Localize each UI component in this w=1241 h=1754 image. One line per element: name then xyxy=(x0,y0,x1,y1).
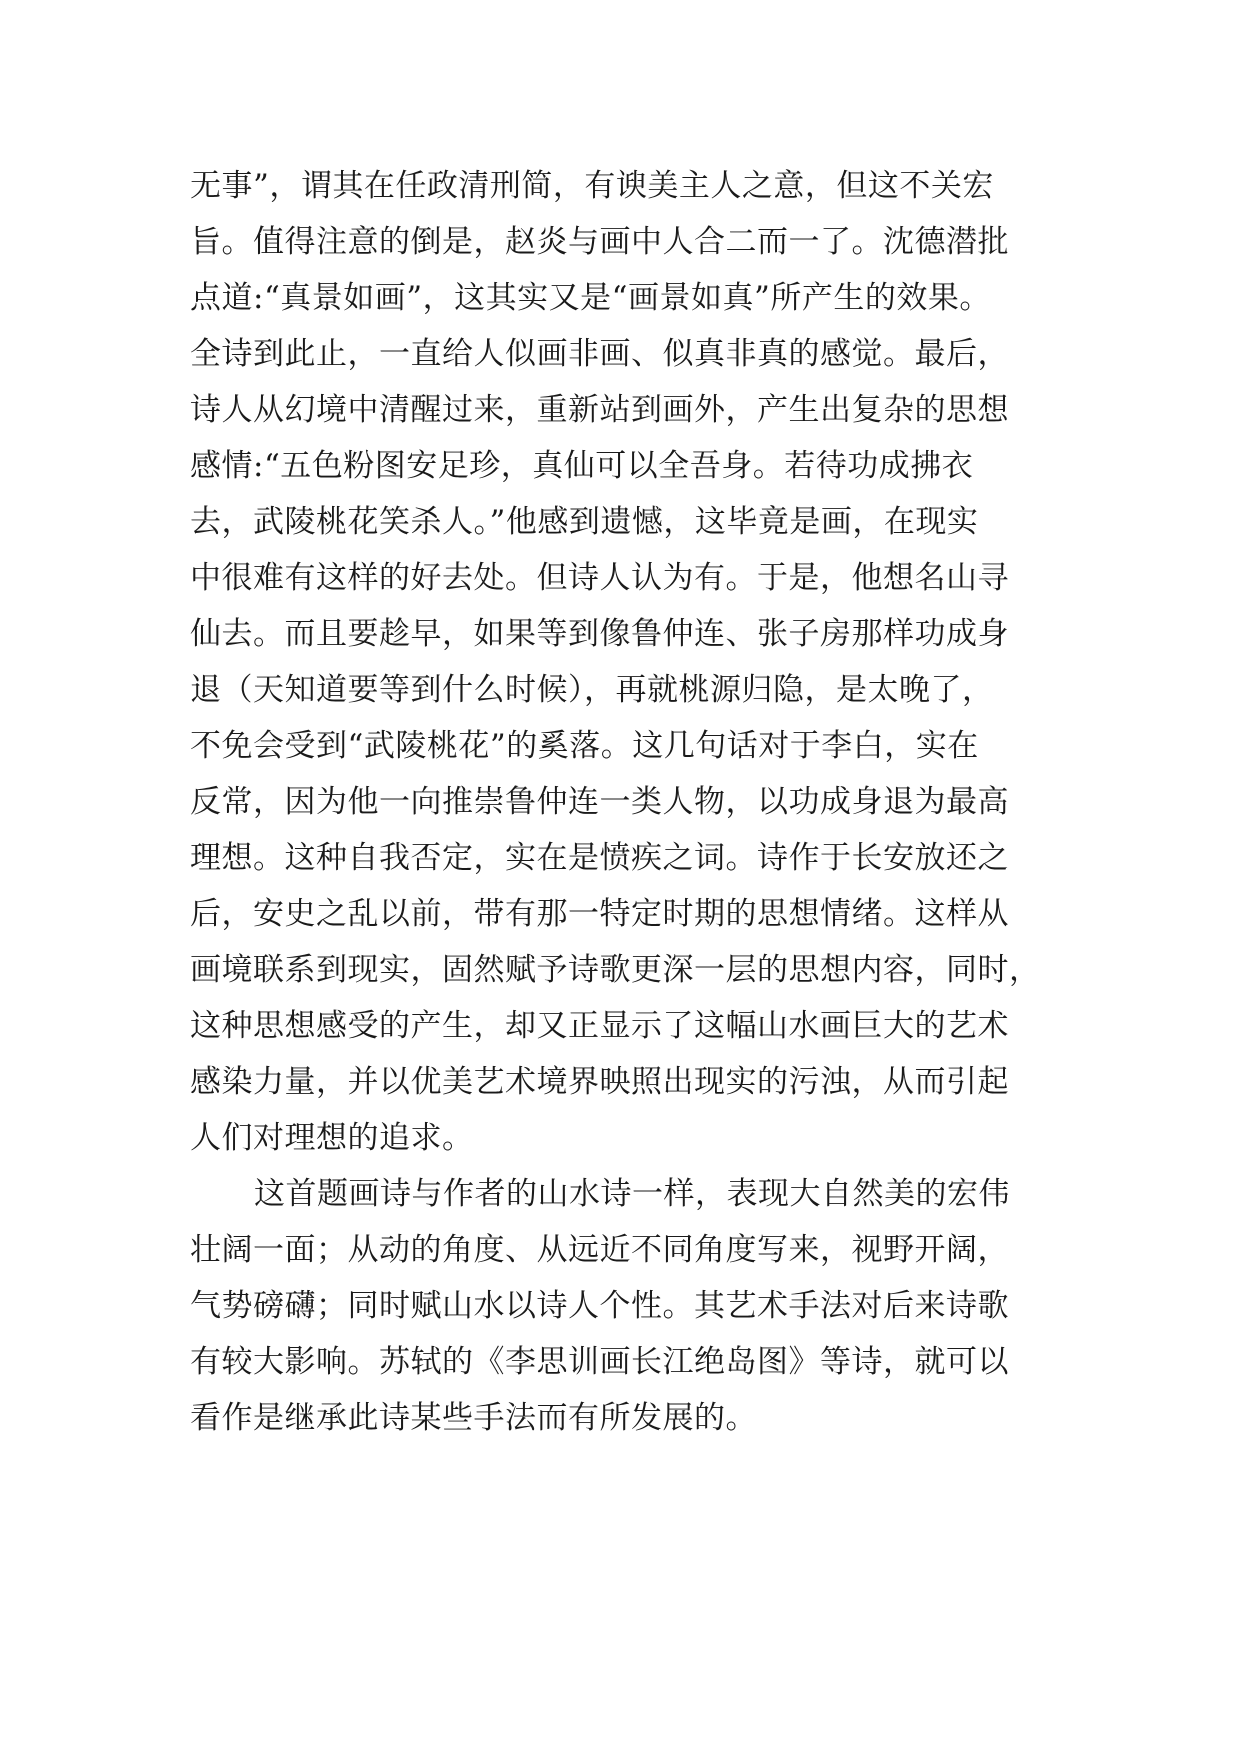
text-line: 感染力量，并以优美艺术境界映照出现实的污浊，从而引起 xyxy=(190,1064,1009,1100)
text-line: 感情:“五色粉图安足珍，真仙可以全吾身。若待功成拂衣 xyxy=(190,448,974,484)
text-line: 人们对理想的追求。 xyxy=(190,1120,474,1156)
text-line: 画境联系到现实，固然赋予诗歌更深一层的思想内容，同时， xyxy=(190,952,1041,988)
text-line: 诗人从幻境中清醒过来，重新站到画外，产生出复杂的思想 xyxy=(190,392,1009,428)
text-line: 全诗到此止，一直给人似画非画、似真非真的感觉。最后， xyxy=(190,336,1009,372)
text-line: 点道:“真景如画”，这其实又是“画景如真”所产生的效果。 xyxy=(190,280,991,316)
text-line: 后，安史之乱以前，带有那一特定时期的思想情绪。这样从 xyxy=(190,896,1009,932)
text-line: 反常，因为他一向推崇鲁仲连一类人物，以功成身退为最高 xyxy=(190,784,1009,820)
text-line: 旨。值得注意的倒是，赵炎与画中人合二而一了。沈德潜批 xyxy=(190,224,1009,260)
paragraph-start-line: 这首题画诗与作者的山水诗一样，表现大自然美的宏伟 xyxy=(254,1176,1010,1212)
text-line: 有较大影响。苏轼的《李思训画长江绝岛图》等诗，就可以 xyxy=(190,1344,1009,1380)
text-line: 退（天知道要等到什么时候），再就桃源归隐，是太晚了， xyxy=(190,672,994,708)
text-line: 理想。这种自我否定，实在是愤疾之词。诗作于长安放还之 xyxy=(190,840,1009,876)
body-text xyxy=(190,158,1070,1446)
text-line: 这种思想感受的产生，却又正显示了这幅山水画巨大的艺术 xyxy=(190,1008,1009,1044)
text-line: 无事”，谓其在任政清刑简，有谀美主人之意，但这不关宏 xyxy=(190,168,994,204)
text-line: 不免会受到“武陵桃花”的奚落。这几句话对于李白，实在 xyxy=(190,728,979,764)
text-line: 中很难有这样的好去处。但诗人认为有。于是，他想名山寻 xyxy=(190,560,1009,596)
text-line: 壮阔一面；从动的角度、从远近不同角度写来，视野开阔， xyxy=(190,1232,1009,1268)
text-line: 气势磅礴；同时赋山水以诗人个性。其艺术手法对后来诗歌 xyxy=(190,1288,1009,1324)
text-line: 仙去。而且要趁早，如果等到像鲁仲连、张子房那样功成身 xyxy=(190,616,1009,652)
text-line: 去，武陵桃花笑杀人。”他感到遗憾，这毕竟是画，在现实 xyxy=(190,504,979,540)
text-line: 看作是继承此诗某些手法而有所发展的。 xyxy=(190,1400,757,1436)
